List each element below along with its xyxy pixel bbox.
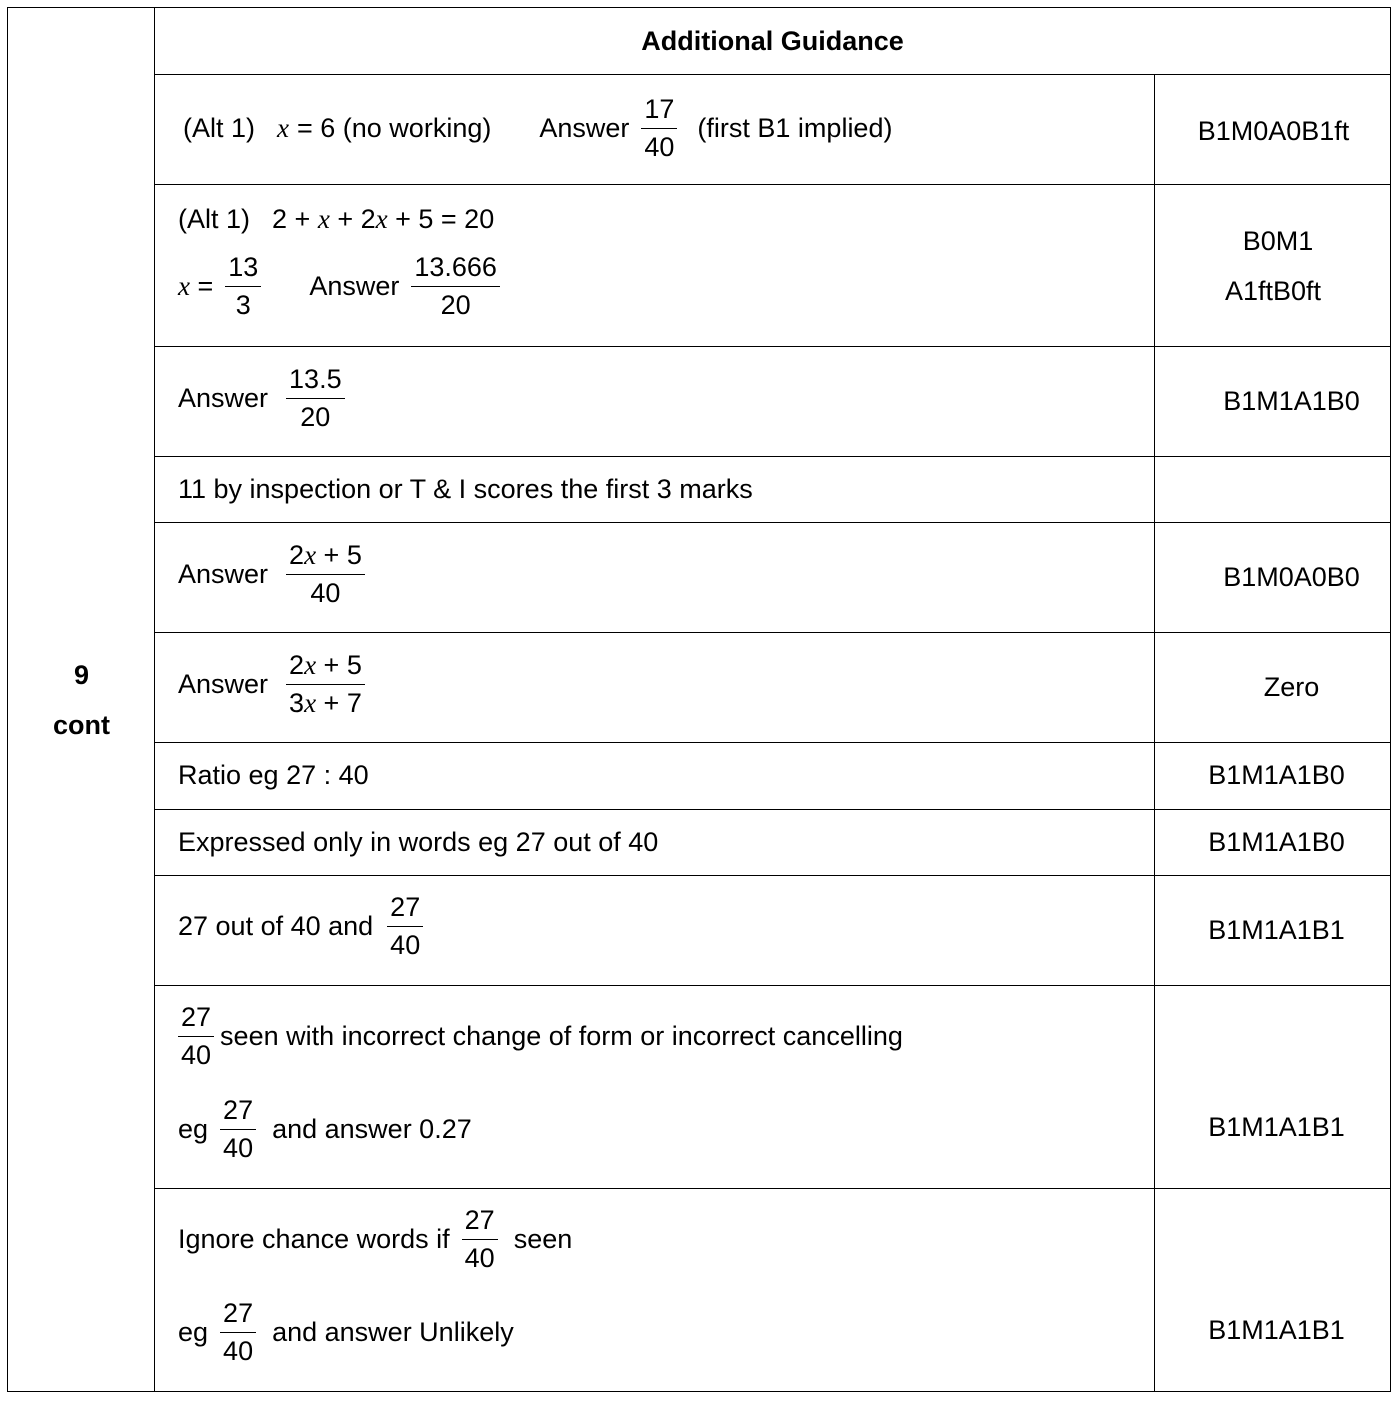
table-row	[178, 254, 506, 319]
table-row	[178, 1097, 472, 1162]
table-row	[178, 652, 371, 717]
question-number: 9	[73, 660, 90, 690]
equation-text: + 2	[337, 204, 376, 234]
mark-cell: B1M0A0B1ft	[1197, 116, 1350, 146]
variable-x: x	[375, 204, 388, 234]
row-divider	[155, 985, 1390, 986]
table-row	[178, 760, 369, 791]
answer-label: Answer	[178, 669, 269, 699]
denominator: 3x + 7	[289, 688, 362, 718]
numerator: 27	[462, 1207, 498, 1240]
table-row	[183, 96, 892, 161]
numerator: 13.666	[411, 254, 500, 287]
denominator: 20	[300, 402, 331, 432]
answer-label: Answer	[178, 383, 269, 413]
guidance-table	[7, 7, 1391, 1392]
equation-text: 2 +	[272, 204, 311, 234]
row-divider	[155, 522, 1390, 523]
table-row	[178, 1300, 514, 1365]
guidance-text: 27 out of 40 and	[178, 911, 374, 941]
table-row	[178, 827, 658, 858]
row-divider	[155, 74, 1390, 75]
fraction	[286, 366, 345, 431]
numerator: 2x + 5	[286, 542, 365, 575]
numerator: 27	[220, 1097, 256, 1130]
mark-cell: B1M0A0B0	[1223, 562, 1360, 592]
row-divider	[155, 184, 1390, 185]
guidance-text: seen	[513, 1224, 573, 1254]
guidance-text: and answer 0.27	[272, 1114, 472, 1144]
answer-label: Answer	[178, 559, 269, 589]
table-row	[178, 204, 494, 235]
mark-cell: A1ftB0ft	[1224, 276, 1322, 306]
variable-x: x	[277, 113, 289, 143]
numerator: 27	[220, 1300, 256, 1333]
row-divider	[155, 456, 1390, 457]
table-row	[178, 1207, 572, 1272]
fraction	[220, 1300, 256, 1365]
eg-label: eg	[178, 1317, 209, 1347]
fraction	[387, 894, 423, 959]
question-cont: cont	[53, 710, 110, 740]
denominator: 20	[440, 290, 471, 320]
mark-cell: B1M1A1B1	[1208, 915, 1345, 945]
eg-label: eg	[178, 1114, 209, 1144]
alt-label: (Alt 1)	[183, 113, 256, 143]
denominator: 40	[644, 132, 675, 162]
fraction	[225, 254, 261, 319]
numerator: 27	[178, 1004, 214, 1037]
row-divider	[155, 875, 1390, 876]
numerator: 17	[641, 96, 677, 129]
fraction	[178, 1004, 214, 1069]
fraction	[286, 652, 365, 717]
table-header: Additional Guidance	[641, 26, 904, 56]
fraction	[462, 1207, 498, 1272]
equation-text: =	[197, 271, 214, 301]
mark-cell: Zero	[1263, 672, 1320, 702]
table-row	[178, 366, 351, 431]
denominator: 40	[310, 578, 341, 608]
answer-label: Answer	[539, 113, 630, 143]
guidance-text: Ignore chance words if	[178, 1224, 450, 1254]
mark-cell: B0M1	[1242, 226, 1314, 256]
guidance-text: seen with incorrect change of form or incorrect cancelling	[220, 1021, 903, 1051]
table-row	[178, 542, 371, 607]
guidance-text: 11 by inspection or T & I scores the first 3 marks	[178, 474, 753, 504]
answer-label: Answer	[309, 271, 400, 301]
denominator: 3	[235, 290, 251, 320]
row-divider	[155, 1188, 1390, 1189]
guidance-text: and answer Unlikely	[272, 1317, 514, 1347]
mark-cell: B1M1A1B0	[1223, 386, 1360, 416]
numerator: 2x + 5	[286, 652, 365, 685]
equation-text: = 6 (no working)	[297, 113, 492, 143]
mark-cell: B1M1A1B0	[1208, 760, 1345, 790]
question-column	[8, 8, 155, 1391]
numerator: 27	[387, 894, 423, 927]
mark-cell: B1M1A1B0	[1208, 827, 1345, 857]
row-divider	[155, 809, 1390, 810]
row-divider	[155, 742, 1390, 743]
denominator: 40	[223, 1133, 254, 1163]
fraction	[641, 96, 677, 161]
variable-x: x	[317, 204, 330, 234]
fraction	[286, 542, 365, 607]
denominator: 40	[390, 930, 421, 960]
variable-x: x	[178, 271, 190, 301]
fraction	[411, 254, 500, 319]
table-row	[178, 474, 753, 505]
guidance-text: Expressed only in words eg 27 out of 40	[178, 827, 659, 857]
numerator: 13	[225, 254, 261, 287]
row-divider	[155, 346, 1390, 347]
equation-text: + 5 = 20	[395, 204, 495, 234]
denominator: 40	[464, 1243, 495, 1273]
guidance-text: Ratio eg 27 : 40	[178, 760, 369, 790]
note-text: (first B1 implied)	[697, 113, 893, 143]
row-divider	[155, 632, 1390, 633]
numerator: 13.5	[286, 366, 345, 399]
alt-label: (Alt 1)	[178, 204, 251, 234]
mark-cell: B1M1A1B1	[1208, 1315, 1345, 1345]
table-row	[178, 1004, 903, 1069]
fraction	[220, 1097, 256, 1162]
table-row	[178, 894, 429, 959]
mark-cell: B1M1A1B1	[1208, 1112, 1345, 1142]
denominator: 40	[181, 1040, 212, 1070]
marks-column-divider	[1154, 74, 1155, 1392]
denominator: 40	[223, 1336, 254, 1366]
